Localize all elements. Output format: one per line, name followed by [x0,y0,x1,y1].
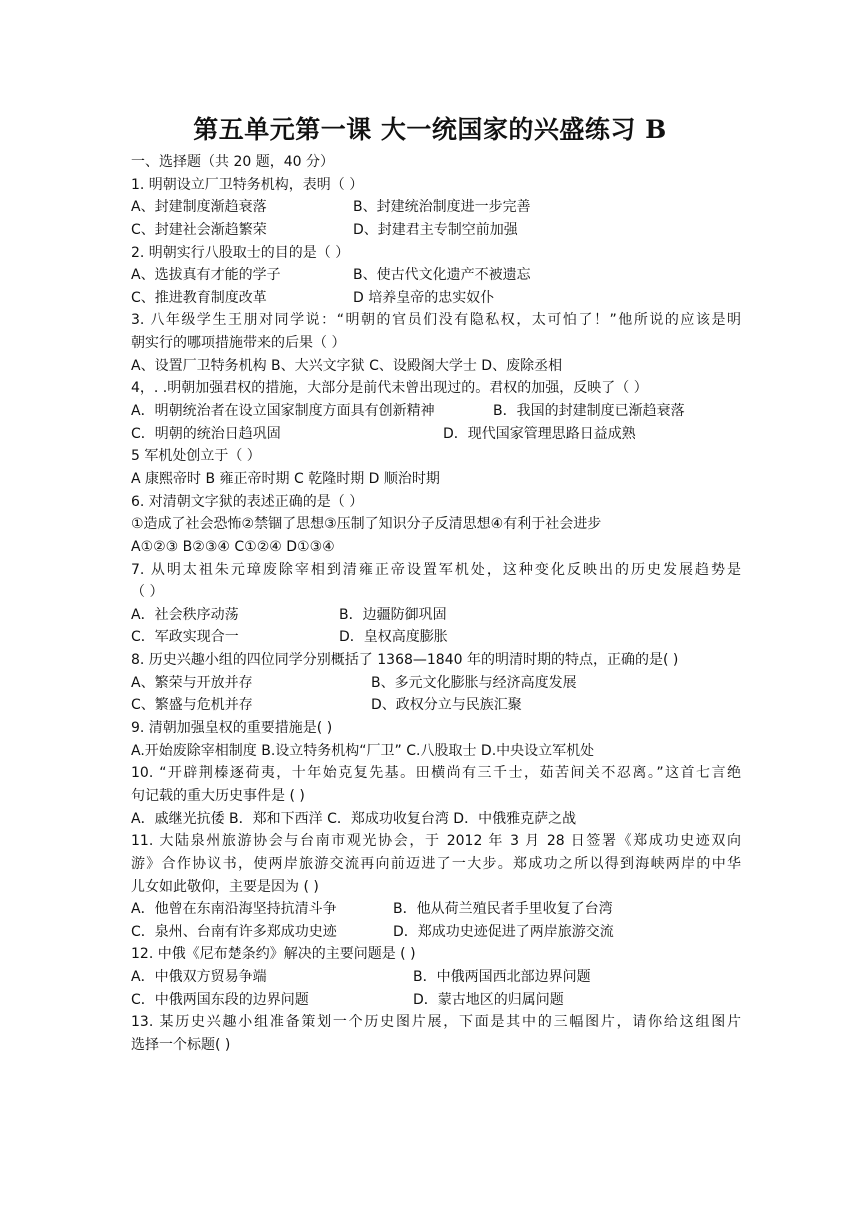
option-left: A、繁荣与开放并存 [131,674,253,691]
option-right: B、使古代文化遗产不被遗忘 [353,267,531,284]
text-line [131,264,741,287]
text-line: 9. 清朝加强皇权的重要措施是( ) [131,720,333,737]
text-line: 游》合作协议书，使两岸旅游交流再向前迈进了一大步。郑成功之所以得到海峡两岸的中华 [131,855,741,872]
text-line [131,898,741,921]
text-line [131,219,741,242]
option-left: A、选拔真有才能的学子 [131,267,281,284]
option-right: B、封建统治制度进一步完善 [353,199,531,216]
text-line: 12. 中俄《尼布楚条约》解决的主要问题是 ( ) [131,946,416,963]
text-line: A．戚继光抗倭 B．郑和下西洋 C．郑成功收复台湾 D．中俄雅克萨之战 [131,810,577,827]
option-right: B、多元文化膨胀与经济高度发展 [371,674,577,691]
option-left: C、推进教育制度改革 [131,289,267,306]
text-line [131,921,741,944]
section-heading: 一、选择题（共 20 题，40 分） [131,154,334,170]
text-line: 1. 明朝设立厂卫特务机构，表明（ ） [131,176,364,193]
text-line [131,196,741,219]
option-left: C．军政实现合一 [131,629,239,646]
option-left: A．明朝统治者在设立国家制度方面具有创新精神 [131,403,435,420]
option-right: B．边疆防御巩固 [339,606,447,623]
text-line [131,400,741,423]
option-right: D．皇权高度膨胀 [339,629,448,646]
text-line: 选择一个标题( ) [131,1036,231,1053]
text-line [131,287,741,310]
option-left: C．明朝的统治日趋巩固 [131,425,281,442]
text-line: 10. “开辟荆榛逐荷夷，十年始克复先基。田横尚有三千士，茹苦间关不忍离。”这首七言绝 [131,765,741,782]
text-line [131,694,741,717]
option-left: C．泉州、台南有许多郑成功史迹 [131,923,337,940]
text-line: 5 军机处创立于（ ） [131,448,261,465]
text-line: A 康熙帝时 B 雍正帝时期 C 乾隆时期 D 顺治时期 [131,470,440,487]
option-left: A、封建制度渐趋衰落 [131,199,267,216]
option-right: D．现代国家管理思路日益成熟 [443,425,636,442]
option-left: C．中俄两国东段的边界问题 [131,991,309,1008]
text-line [131,604,741,627]
text-line: 句记载的重大历史事件是 ( ) [131,787,305,804]
option-right: D．蒙古地区的归属问题 [413,991,564,1008]
text-line: 6. 对清朝文字狱的表述正确的是（ ） [131,493,364,510]
text-line [131,672,741,695]
question-list [131,151,741,1057]
option-right: B．中俄两国西北部边界问题 [413,969,591,986]
text-line [131,626,741,649]
text-line: A.开始废除宰相制度 B.设立特务机构“厂卫” C.八股取士 D.中央设立军机处 [131,742,595,759]
option-left: A．中俄双方贸易争端 [131,969,267,986]
option-left: A．他曾在东南沿海坚持抗清斗争 [131,901,337,918]
text-line: ①造成了社会恐怖②禁锢了思想③压制了知识分子反清思想④有利于社会进步 [131,516,602,533]
text-line: 朝实行的哪项措施带来的后果（ ） [131,335,346,352]
option-left: C、繁盛与危机并存 [131,697,253,714]
text-line: A、设置厂卫特务机构 B、大兴文字狱 C、设殿阁大学士 D、废除丞相 [131,357,563,374]
option-right: D 培养皇帝的忠实奴仆 [353,289,495,306]
text-line: 儿女如此敬仰，主要是因为 ( ) [131,878,319,895]
text-line: 4，. .明朝加强君权的措施，大部分是前代未曾出现过的。君权的加强，反映了（ ） [131,380,648,397]
text-line: 2. 明朝实行八股取士的目的是（ ） [131,244,350,261]
option-right: D、封建君主专制空前加强 [353,221,518,238]
option-right: D、政权分立与民族汇聚 [371,697,522,714]
text-line: A①②③ B②③④ C①②④ D①③④ [131,538,335,555]
text-line: 11. 大陆泉州旅游协会与台南市观光协会，于 2012 年 3 月 28 日签署《郑成功史迹双向 [131,833,741,850]
option-right: B．他从荷兰殖民者手里收复了台湾 [393,901,613,918]
option-left: C、封建社会渐趋繁荣 [131,221,267,238]
option-right: D．郑成功史迹促进了两岸旅游交流 [393,923,614,940]
text-line: 7. 从明太祖朱元璋废除宰相到清雍正帝设置军机处，这种变化反映出的历史发展趋势是 [131,561,741,578]
text-line [131,423,741,446]
text-line: （ ） [131,584,164,601]
document-title: 第五单元第一课 大一统国家的兴盛练习 B [193,115,667,144]
text-line [131,989,741,1012]
text-line [131,966,741,989]
option-left: A．社会秩序动荡 [131,606,239,623]
option-right: B．我国的封建制度已渐趋衰落 [493,403,685,420]
text-line: 3. 八年级学生王朋对同学说：“明朝的官员们没有隐私权，太可怕了！”他所说的应该是明 [131,312,741,329]
text-line: 8. 历史兴趣小组的四位同学分别概括了 1368—1840 年的明清时期的特点，正确的是( ) [131,652,679,669]
text-line: 13. 某历史兴趣小组准备策划一个历史图片展，下面是其中的三幅图片，请你给这组图片 [131,1014,741,1031]
